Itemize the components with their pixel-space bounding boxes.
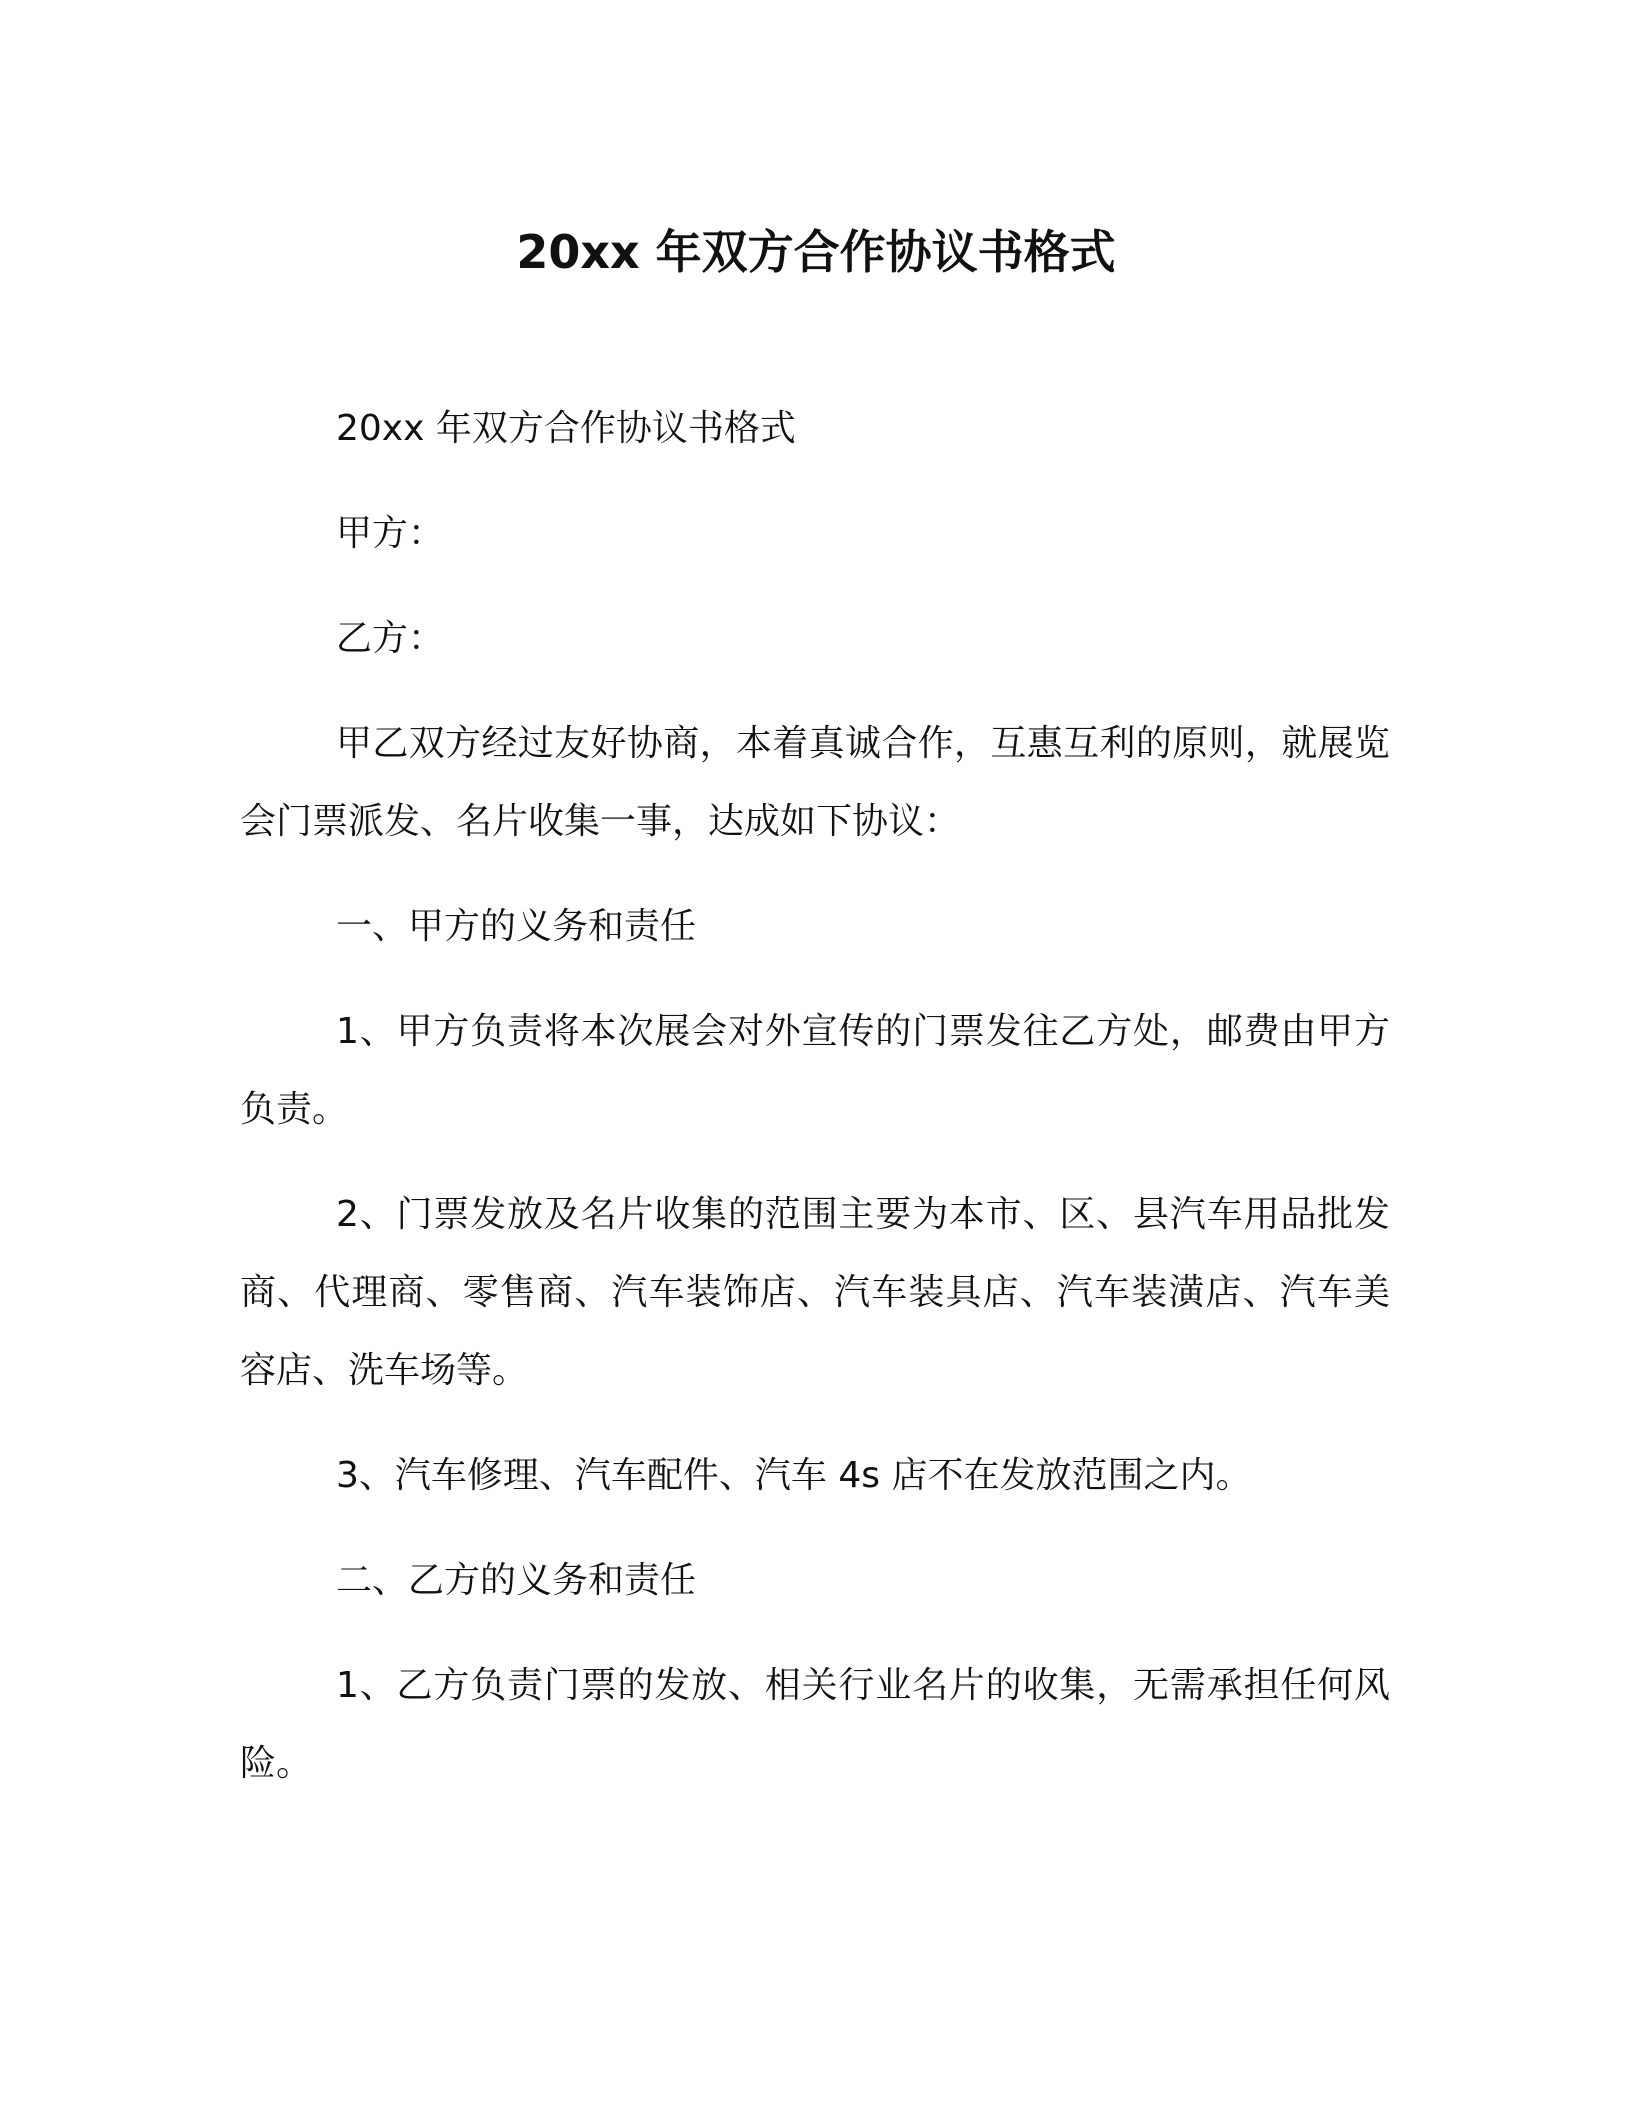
document-body: [240, 390, 1390, 1830]
paragraph-subtitle: 20xx 年双方合作协议书格式: [336, 408, 796, 449]
paragraph-party-a-clause-3: 3、汽车修理、汽车配件、汽车 4s 店不在发放范围之内。: [336, 1455, 1252, 1496]
paragraph-party-a-clause-2: 2、门票发放及名片收集的范围主要为本市、区、县汽车用品批发商、代理商、零售商、汽车装饰店、汽车装具店、汽车装潢店、汽车美容店、洗车场等。: [240, 1194, 1390, 1391]
paragraph-party-b-clause-1: 1、乙方负责门票的发放、相关行业名片的收集，无需承担任何风险。: [240, 1665, 1390, 1784]
section-heading-party-a-duties: 一、甲方的义务和责任: [336, 906, 697, 947]
paragraph-party-b: 乙方：: [336, 618, 445, 659]
document-title: 20xx 年双方合作协议书格式: [516, 225, 1116, 279]
section-heading-party-b-duties: 二、乙方的义务和责任: [336, 1560, 697, 1601]
paragraph-party-a: 甲方：: [336, 513, 445, 554]
paragraph-party-a-clause-1: 1、甲方负责将本次展会对外宣传的门票发往乙方处，邮费由甲方负责。: [240, 1011, 1390, 1130]
paragraph-preamble: 甲乙双方经过友好协商，本着真诚合作，互惠互利的原则，就展览会门票派发、名片收集一事，达成如下协议：: [240, 723, 1390, 842]
